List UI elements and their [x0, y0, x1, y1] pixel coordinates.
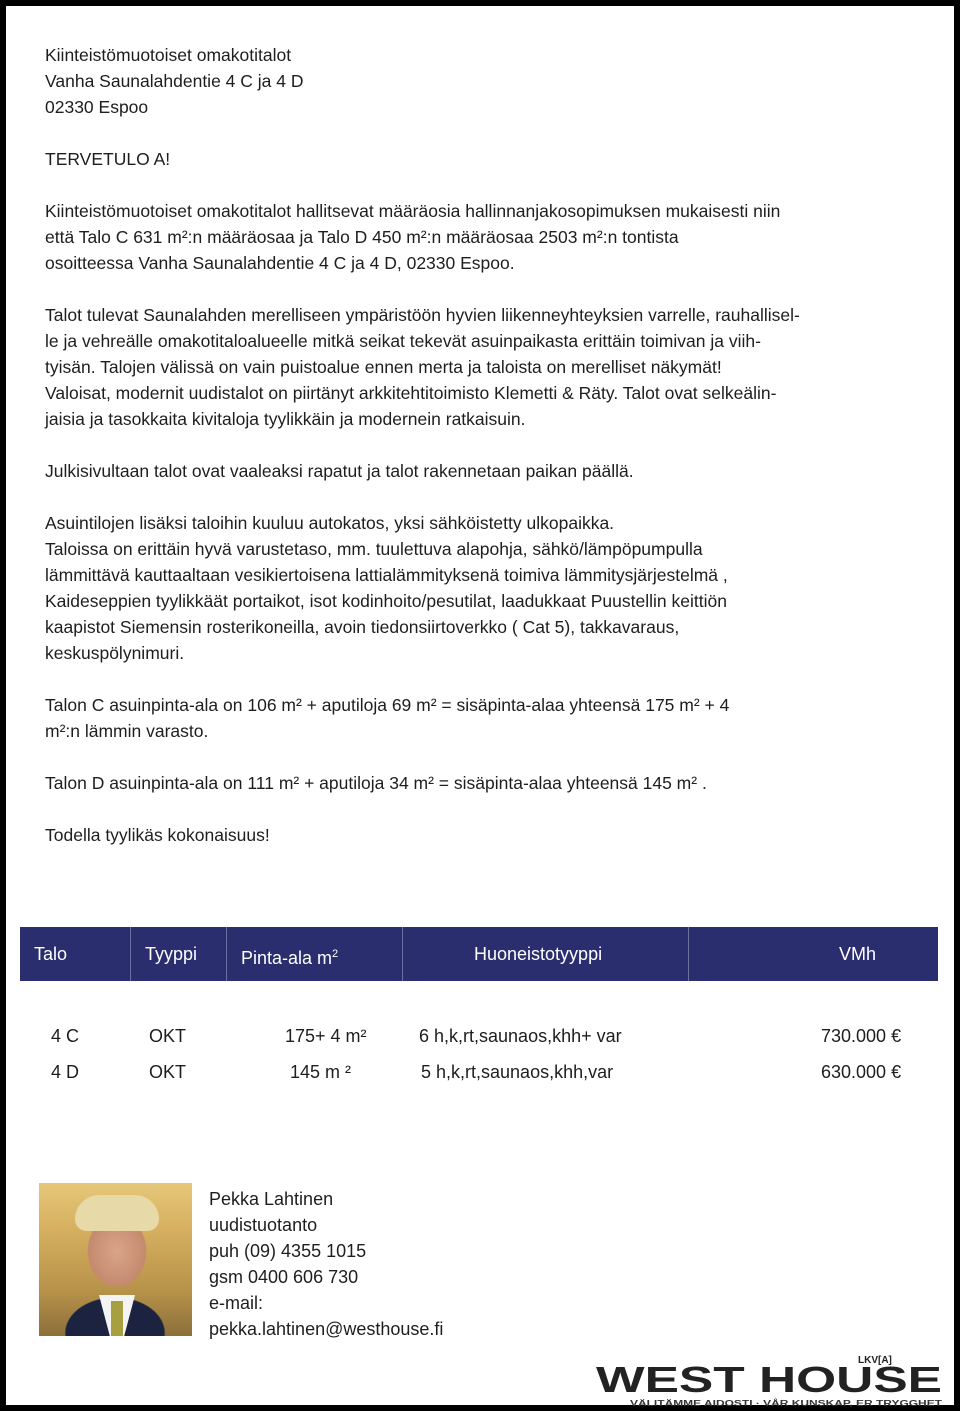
cell-pinta-ala: 145 m ²: [290, 1062, 352, 1082]
heading-line-2: Vanha Saunalahdentie 4 C ja 4 D: [45, 71, 304, 91]
westhouse-logo: [588, 1352, 946, 1409]
paragraph-6: Talon D asuinpinta-ala on 111 m² + aputiloja 34 m² = sisäpinta-alaa yhteensä 145 m² .: [45, 773, 707, 793]
area-superscript: 2: [332, 948, 339, 960]
table-row: [6, 1062, 954, 1088]
p4-line: Asuintilojen lisäksi taloihin kuuluu autokatos, yksi sähköistetty ulkopaikka.: [45, 513, 615, 533]
p1-line: Kiinteistömuotoiset omakotitalot hallitsevat määräosia hallinnanjakosopimuksen mukaisesti niin: [45, 201, 781, 221]
cell-pinta-ala: 175+ 4 m²: [285, 1026, 367, 1046]
p4-line: lämmittävä kauttaaltaan vesikiertoisena lattialämmityksenä toimiva lämmitysjärjestelmä ,: [45, 565, 728, 585]
p2-line: jaisia ja tasokkaita kivitaloja tyylikkäin ja modernein ratkaisuin.: [45, 409, 526, 429]
header-pinta-ala-label: Pinta-ala m: [241, 948, 333, 968]
p4-line: kaapistot Siemensin rosterikoneilla, avoin tiedonsiirtoverkko ( Cat 5), takkavaraus,: [45, 617, 680, 637]
header-huoneistotyyppi: Huoneistotyyppi: [403, 927, 689, 981]
contact-gsm: gsm 0400 606 730: [209, 1267, 359, 1287]
contact-email: pekka.lahtinen@westhouse.fi: [209, 1319, 444, 1339]
header-pinta-ala: [227, 927, 403, 981]
header-vmh: VMh: [839, 944, 877, 964]
paragraph-4: [45, 510, 905, 666]
heading-line-3: 02330 Espoo: [45, 97, 149, 117]
document-page: [6, 6, 954, 1408]
cell-talo: 4 D: [51, 1062, 80, 1082]
p4-line: Taloissa on erittäin hyvä varustetaso, mm. tuulettuva alapohja, sähkö/lämpöpumpulla: [45, 539, 703, 559]
paragraph-1: [45, 198, 905, 276]
cell-vmh: 730.000 €: [821, 1026, 902, 1046]
cell-huoneistotyyppi: 5 h,k,rt,saunaos,khh,var: [421, 1062, 614, 1082]
p2-line: Valoisat, modernit uudistalot on piirtänyt arkkitehtitoimisto Klemetti & Räty. Talot ovat selkeälin-: [45, 383, 777, 403]
agent-photo: [39, 1183, 192, 1336]
price-table-header: [20, 927, 938, 981]
paragraph-5: [45, 692, 905, 744]
logo-brand: WEST HOUSE: [596, 1359, 942, 1400]
welcome-text: TERVETULO A!: [45, 149, 171, 169]
paragraph-2: [45, 302, 905, 432]
cell-tyyppi: OKT: [149, 1026, 187, 1046]
address-heading: [45, 42, 905, 848]
header-tyyppi: Tyyppi: [131, 927, 227, 981]
p1-line: että Talo C 631 m²:n määräosaa ja Talo D 450 m²:n määräosaa 2503 m²:n tontista: [45, 227, 679, 247]
cell-tyyppi: OKT: [149, 1062, 187, 1082]
cell-vmh: 630.000 €: [821, 1062, 902, 1082]
paragraph-7: Todella tyylikäs kokonaisuus!: [45, 825, 270, 845]
p5-line: m²:n lämmin varasto.: [45, 721, 209, 741]
cell-talo: 4 C: [51, 1026, 80, 1046]
cell-huoneistotyyppi: 6 h,k,rt,saunaos,khh+ var: [419, 1026, 622, 1046]
logo-badge: LKV[A]: [858, 1355, 892, 1366]
heading-line-1: Kiinteistömuotoiset omakotitalot: [45, 45, 292, 65]
p4-line: Kaideseppien tyylikkäät portaikot, isot kodinhoito/pesutilat, laadukkaat Puustellin keittiön: [45, 591, 727, 611]
header-talo: Talo: [20, 927, 131, 981]
p5-line: Talon C asuinpinta-ala on 106 m² + aputiloja 69 m² = sisäpinta-alaa yhteensä 175 m² + 4: [45, 695, 730, 715]
table-row: [6, 1026, 954, 1052]
paragraph-3: Julkisivultaan talot ovat vaaleaksi rapatut ja talot rakennetaan paikan päällä.: [45, 461, 634, 481]
contact-name: Pekka Lahtinen: [209, 1189, 334, 1209]
contact-email-label: e-mail:: [209, 1293, 264, 1313]
p1-line: osoitteessa Vanha Saunalahdentie 4 C ja 4 D, 02330 Espoo.: [45, 253, 515, 273]
p4-line: keskuspölynimuri.: [45, 643, 185, 663]
p2-line: le ja vehreälle omakotitaloalueelle mitkä seikat tekevät asuinpaikasta erittäin toimivan ja viih-: [45, 331, 761, 351]
contact-role: uudistuotanto: [209, 1215, 318, 1235]
contact-phone: puh (09) 4355 1015: [209, 1241, 367, 1261]
logo-tagline: VÄLITÄMME AIDOSTI · VÅR KUNSKAP, ER TRYGGHET: [630, 1399, 943, 1408]
p2-line: Talot tulevat Saunalahden merelliseen ympäristöön hyvien liikenneyhteyksien varrelle, rauhallisel-: [45, 305, 800, 325]
p2-line: tyisän. Talojen välissä on vain puistoalue ennen merta ja taloista on merelliset näkymät!: [45, 357, 722, 377]
contact-block: [209, 1186, 443, 1342]
